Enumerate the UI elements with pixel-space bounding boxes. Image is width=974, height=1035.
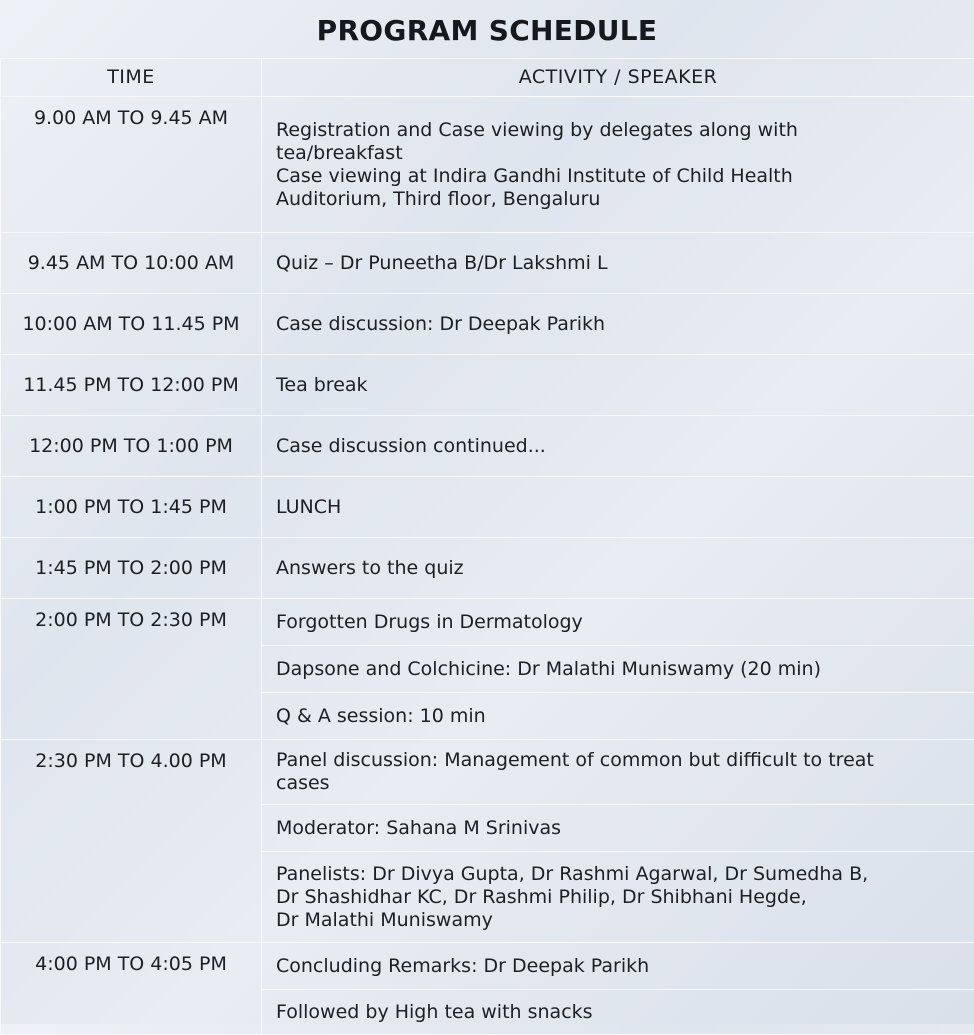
activity-cell: Answers to the quiz [262, 538, 974, 599]
activity-cell: Tea break [262, 355, 974, 416]
time-cell: 10:00 AM TO 11.45 PM [1, 294, 262, 355]
time-cell: 11.45 PM TO 12:00 PM [1, 355, 262, 416]
time-cell: 2:30 PM TO 4.00 PM [1, 740, 262, 943]
table-row [1, 740, 974, 805]
activity-cell: Case discussion: Dr Deepak Parikh [262, 294, 974, 355]
activity-cell: Quiz – Dr Puneetha B/Dr Lakshmi L [262, 233, 974, 294]
table-row [1, 943, 974, 990]
activity-line: Auditorium, Third floor, Bengaluru [276, 188, 968, 211]
table-row [1, 477, 974, 538]
activity-cell: Moderator: Sahana M Srinivas [262, 805, 974, 852]
activity-line: Registration and Case viewing by delegates along with [276, 119, 968, 142]
page-title: PROGRAM SCHEDULE [0, 14, 974, 47]
activity-cell: Dapsone and Colchicine: Dr Malathi Muniswamy (20 min) [262, 646, 974, 693]
time-cell: 9.45 AM TO 10:00 AM [1, 233, 262, 294]
activity-cell: Followed by High tea with snacks [262, 990, 974, 1035]
activity-cell: LUNCH [262, 477, 974, 538]
schedule-table-wrapper [0, 58, 974, 1035]
activity-cell: Concluding Remarks: Dr Deepak Parikh [262, 943, 974, 990]
activity-line: Panel discussion: Management of common but difficult to treat [276, 749, 968, 772]
time-cell: 1:45 PM TO 2:00 PM [1, 538, 262, 599]
activity-cell [262, 740, 974, 805]
time-cell: 2:00 PM TO 2:30 PM [1, 599, 262, 740]
activity-cell [262, 852, 974, 943]
table-row [1, 355, 974, 416]
activity-line: tea/breakfast [276, 142, 968, 165]
table-row [1, 538, 974, 599]
table-row [1, 599, 974, 646]
activity-line: Dr Malathi Muniswamy [276, 909, 968, 932]
table-row [1, 294, 974, 355]
time-cell: 1:00 PM TO 1:45 PM [1, 477, 262, 538]
activity-cell: Q & A session: 10 min [262, 693, 974, 740]
time-cell: 4:00 PM TO 4:05 PM [1, 943, 262, 1035]
activity-cell: Case discussion continued... [262, 416, 974, 477]
time-cell: 12:00 PM TO 1:00 PM [1, 416, 262, 477]
activity-line: Case viewing at Indira Gandhi Institute of Child Health [276, 165, 968, 188]
activity-line: cases [276, 772, 968, 795]
table-row [1, 97, 974, 233]
activity-line: Dr Shashidhar KC, Dr Rashmi Philip, Dr Shibhani Hegde, [276, 886, 968, 909]
header-row [1, 59, 974, 97]
activity-cell [262, 97, 974, 233]
activity-line: Panelists: Dr Divya Gupta, Dr Rashmi Agarwal, Dr Sumedha B, [276, 863, 968, 886]
time-column-header: TIME [1, 59, 262, 97]
time-cell: 9.00 AM TO 9.45 AM [1, 97, 262, 233]
schedule-table [0, 58, 974, 1035]
activity-cell: Forgotten Drugs in Dermatology [262, 599, 974, 646]
table-row [1, 416, 974, 477]
activity-column-header: ACTIVITY / SPEAKER [262, 59, 974, 97]
table-row [1, 233, 974, 294]
